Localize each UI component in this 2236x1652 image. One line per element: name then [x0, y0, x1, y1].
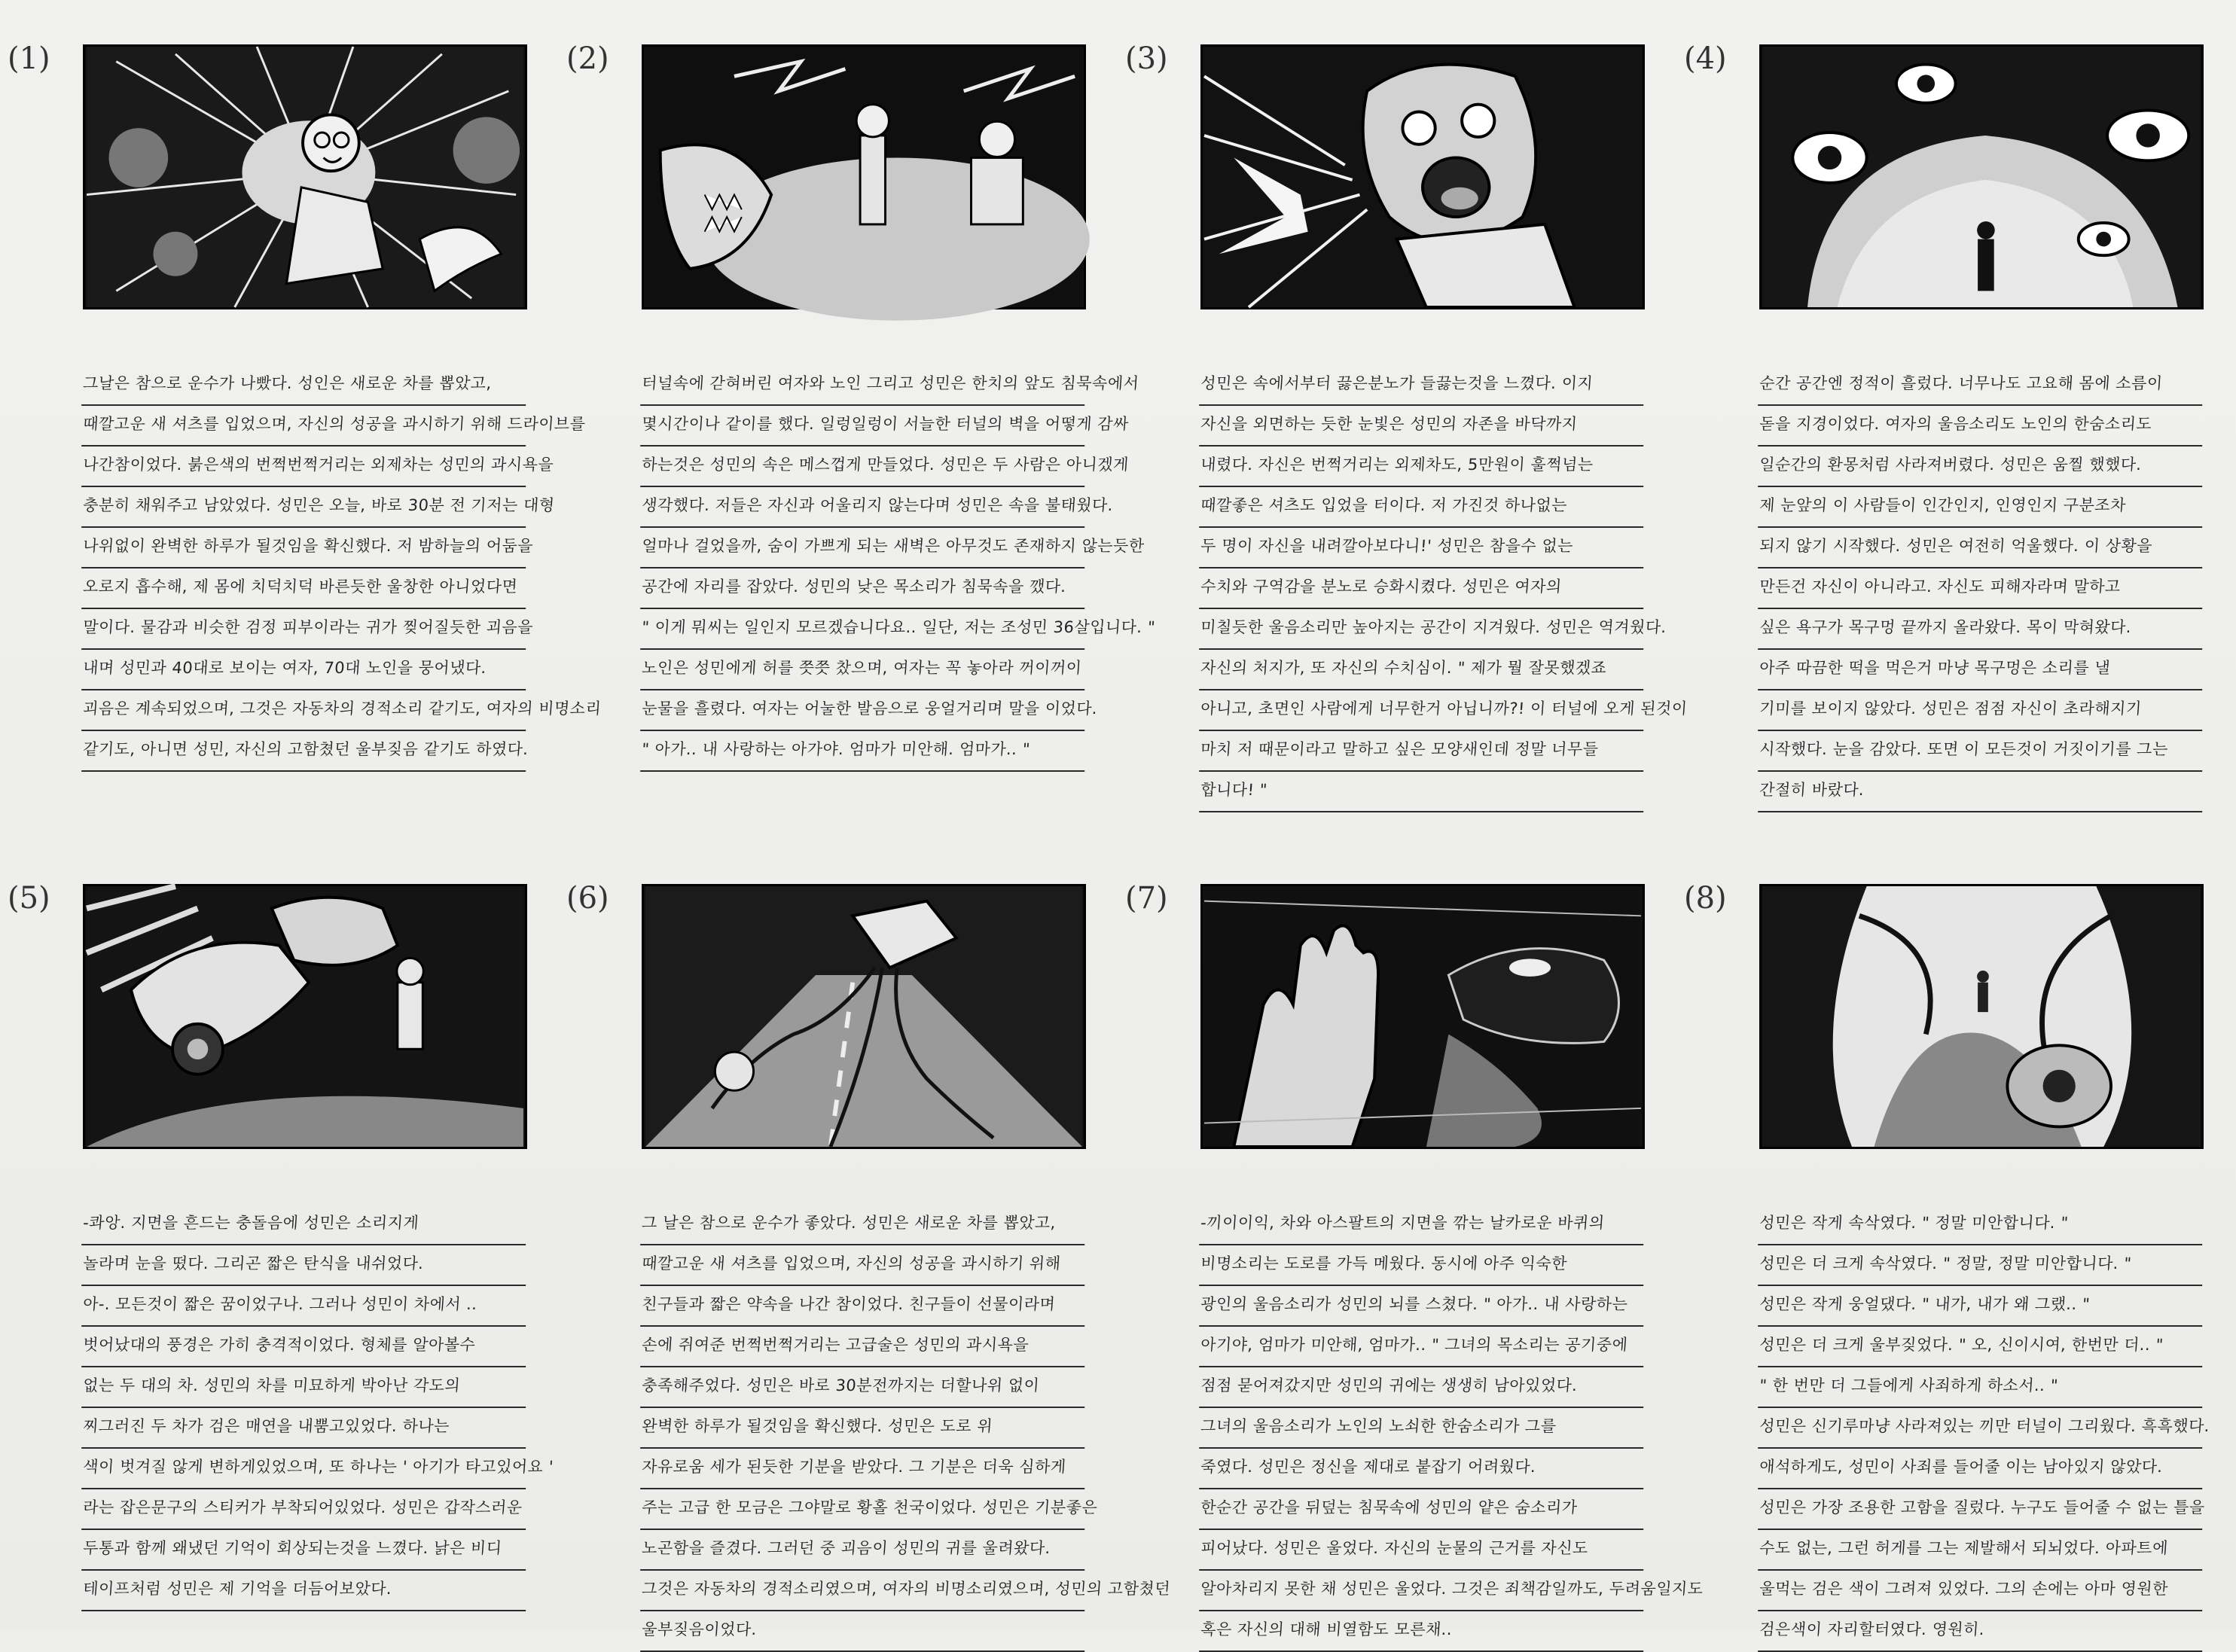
- narration-line: 오로지 흡수해, 제 몸에 치덕치덕 바른듯한 울창한 아니었다면: [81, 568, 529, 609]
- narration-line: 만든건 자신이 아니라고. 자신도 피해자라며 말하고: [1758, 568, 2205, 609]
- narration-line: 그녀의 울음소리가 노인의 노쇠한 한숨소리가 그를: [1199, 1408, 1646, 1449]
- narration-line: 기미를 보이지 않았다. 성민은 점점 자신이 초라해지기: [1758, 690, 2205, 731]
- narration-line: 생각했다. 저들은 자신과 어울리지 않는다며 성민은 속을 불태웠다.: [640, 487, 1087, 528]
- narration-line: 일순간의 환몽처럼 사라져버렸다. 성민은 움찔 했했다.: [1758, 447, 2205, 487]
- panel-illustration: [642, 44, 1086, 309]
- narration-line: 간절히 바랐다.: [1758, 772, 2205, 812]
- panel-number: (4): [1684, 41, 1727, 76]
- narration-line: 성민은 작게 속삭였다. " 정말 미안합니다. ": [1758, 1205, 2205, 1245]
- panel-illustration: [83, 44, 527, 309]
- panel-narration: [1759, 1205, 2210, 1652]
- narration-line: 혹은 자신의 대해 비열함도 모른채..: [1199, 1611, 1646, 1652]
- narration-line: 내며 성민과 40대로 보이는 여자, 70대 노인을 뭉어냈다.: [81, 650, 529, 690]
- narration-line: 시작했다. 눈을 감았다. 또면 이 모든것이 거짓이기를 그는: [1758, 731, 2205, 772]
- narration-line: 울먹는 검은 색이 그려져 있었다. 그의 손에는 아마 영원한: [1758, 1571, 2205, 1611]
- narration-line: 한순간 공간을 뒤덮는 침묵속에 성민의 얕은 숨소리가: [1199, 1489, 1646, 1530]
- panel-number: (3): [1125, 41, 1168, 76]
- narration-line: 합니다! ": [1199, 772, 1646, 812]
- panel-number: (2): [566, 41, 609, 76]
- narration-line: 하는것은 성민의 속은 메스껍게 만들었다. 성민은 두 사람은 아니겠게: [640, 447, 1087, 487]
- narration-line: 때깔좋은 셔츠도 입었을 터이다. 저 가진것 하나없는: [1199, 487, 1646, 528]
- narration-line: 자신의 처지가, 또 자신의 수치심이. " 제가 뭘 잘못했겠죠: [1199, 650, 1646, 690]
- narration-line: " 아가.. 내 사랑하는 아가야. 엄마가 미안해. 엄마가.. ": [640, 731, 1087, 772]
- narration-line: 말이다. 물감과 비슷한 검정 피부이라는 귀가 찢어질듯한 괴음을: [81, 609, 529, 650]
- narration-line: " 한 번만 더 그들에게 사죄하게 하소서.. ": [1758, 1367, 2205, 1408]
- narration-line: -콰앙. 지면을 흔드는 충돌음에 성민은 소리지게: [81, 1205, 529, 1245]
- panel-narration: [1200, 1205, 1704, 1652]
- road-collision-illustration: [644, 886, 1084, 1147]
- panel-illustration: [1759, 884, 2204, 1149]
- panel-illustration: [1759, 44, 2204, 309]
- narration-line: 두통과 함께 왜냈던 기억이 회상되는것을 느꼈다. 낡은 비디: [81, 1530, 529, 1571]
- hands-reaching-illustration: [1203, 886, 1643, 1147]
- narration-line: 그것은 자동차의 경적소리였으며, 여자의 비명소리였으며, 성민의 고함쳤던: [640, 1571, 1087, 1611]
- narration-line: 되지 않기 시작했다. 성민은 여전히 억울했다. 이 상황을: [1758, 528, 2205, 568]
- narration-line: 마치 저 때문이라고 말하고 싶은 모양새인데 정말 너무들: [1199, 731, 1646, 772]
- narration-line: 찌그러진 두 차가 검은 매연을 내뿜고있었다. 하나는: [81, 1408, 529, 1449]
- narration-line: 죽였다. 성민은 정신을 제대로 붙잡기 어려웠다.: [1199, 1449, 1646, 1489]
- narration-line: 노인은 성민에게 허를 쯧쯧 찼으며, 여자는 꼭 놓아라 꺼이꺼이: [640, 650, 1087, 690]
- panel-illustration: [1200, 44, 1645, 309]
- narration-line: 때깔고운 새 셔츠를 입었으며, 자신의 성공을 과시하기 위해: [640, 1245, 1087, 1286]
- narration-line: 때깔고운 새 셔츠를 입었으며, 자신의 성공을 과시하기 위해 드라이브를: [81, 406, 529, 447]
- panel-number: (1): [8, 41, 50, 76]
- narration-line: 몇시간이나 같이를 했다. 일렁일렁이 서늘한 터널의 벽을 어떻게 감싸: [640, 406, 1087, 447]
- narration-line: 점점 묻어져갔지만 성민의 귀에는 생생히 남아있었다.: [1199, 1367, 1646, 1408]
- narration-line: 테이프처럼 성민은 제 기억을 더듬어보았다.: [81, 1571, 529, 1611]
- narration-line: 성민은 가장 조용한 고함을 질렀다. 누구도 들어줄 수 없는 틀을: [1758, 1489, 2205, 1530]
- overturned-cars-illustration: [85, 886, 525, 1147]
- narration-line: 같기도, 아니면 성민, 자신의 고함쳤던 울부짖음 같기도 하였다.: [81, 731, 529, 772]
- narration-line: 없는 두 대의 차. 성민의 차를 미묘하게 박아난 각도의: [81, 1367, 529, 1408]
- narration-line: 충족해주었다. 성민은 바로 30분전까지는 더할나위 없이: [640, 1367, 1087, 1408]
- narration-line: 성민은 더 크게 울부짖었다. " 오, 신이시여, 한번만 더.. ": [1758, 1327, 2205, 1367]
- narration-line: 공간에 자리를 잡았다. 성민의 낮은 목소리가 침묵속을 깼다.: [640, 568, 1087, 609]
- crash-explosion-illustration: [85, 47, 525, 307]
- panel-number: (8): [1684, 881, 1727, 916]
- narration-line: 성민은 작게 웅얼댔다. " 내가, 내가 왜 그랬.. ": [1758, 1286, 2205, 1327]
- panel-number: (5): [8, 881, 50, 916]
- narration-line: 아니고, 초면인 사람에게 너무한거 아닙니까?! 이 터널에 오게 된것이: [1199, 690, 1646, 731]
- narration-line: " 이게 뭐씨는 일인지 모르겠습니다요.. 일단, 저는 조성민 36살입니다. ": [640, 609, 1087, 650]
- narration-line: 완벽한 하루가 될것임을 확신했다. 성민은 도로 위: [640, 1408, 1087, 1449]
- narration-line: 아주 따끔한 떡을 먹은거 마냥 목구멍은 소리를 낼: [1758, 650, 2205, 690]
- narration-line: 수치와 구역감을 분노로 승화시켰다. 성민은 여자의: [1199, 568, 1646, 609]
- narration-line: 나간참이었다. 붉은색의 번쩍번쩍거리는 외제차는 성민의 과시욕을: [81, 447, 529, 487]
- narration-line: 내렸다. 자신은 번쩍거리는 외제차도, 5만원이 훌쩍넘는: [1199, 447, 1646, 487]
- narration-line: 피어났다. 성민은 울었다. 자신의 눈물의 근거를 자신도: [1199, 1530, 1646, 1571]
- narration-line: 터널속에 갇혀버린 여자와 노인 그리고 성민은 한치의 앞도 침묵속에서: [640, 365, 1087, 406]
- panel-number: (7): [1125, 881, 1168, 916]
- narration-line: 노곤함을 즐겼다. 그러던 중 괴음이 성민의 귀를 울려왔다.: [640, 1530, 1087, 1571]
- narration-line: 광인의 울음소리가 성민의 뇌를 스쳤다. " 아가.. 내 사랑하는: [1199, 1286, 1646, 1327]
- monster-dark-illustration: [644, 47, 1084, 307]
- narration-line: 얼마나 걸었을까, 숨이 가쁘게 되는 새벽은 아무것도 존재하지 않는듯한: [640, 528, 1087, 568]
- narration-line: 놀라며 눈을 떴다. 그리곤 짧은 탄식을 내쉬었다.: [81, 1245, 529, 1286]
- narration-line: 손에 쥐여준 번쩍번쩍거리는 고급술은 성민의 과시욕을: [640, 1327, 1087, 1367]
- panel-narration: [641, 365, 1156, 772]
- narration-line: -끼이이익, 차와 아스팔트의 지면을 깎는 날카로운 바퀴의: [1199, 1205, 1646, 1245]
- narration-line: 애석하게도, 성민이 사죄를 들어줄 이는 남아있지 않았다.: [1758, 1449, 2205, 1489]
- narration-line: 성민은 속에서부터 끓은분노가 들끓는것을 느꼈다. 이지: [1199, 365, 1646, 406]
- narration-line: 울부짖음이었다.: [640, 1611, 1087, 1652]
- narration-line: 비명소리는 도로를 가득 메웠다. 동시에 아주 익숙한: [1199, 1245, 1646, 1286]
- narration-line: 충분히 채워주고 남았었다. 성민은 오늘, 바로 30분 전 기저는 대형: [81, 487, 529, 528]
- panel-narration: [82, 1205, 554, 1611]
- narration-line: 제 눈앞의 이 사람들이 인간인지, 인영인지 구분조차: [1758, 487, 2205, 528]
- crouching-figure-illustration: [1762, 886, 2201, 1147]
- narration-line: 돋을 지경이었다. 여자의 울음소리도 노인의 한숨소리도: [1758, 406, 2205, 447]
- panel-illustration: [83, 884, 527, 1149]
- narration-line: 아-. 모든것이 짧은 꿈이었구나. 그러나 성민이 차에서 ..: [81, 1286, 529, 1327]
- narration-line: 미칠듯한 울음소리만 높아지는 공간이 지겨웠다. 성민은 역겨웠다.: [1199, 609, 1646, 650]
- narration-line: 나위없이 완벽한 하루가 될것임을 확신했다. 저 밤하늘의 어둠을: [81, 528, 529, 568]
- narration-line: 알아차리지 못한 채 성민은 울었다. 그것은 죄책감일까도, 두려움일지도: [1199, 1571, 1646, 1611]
- narration-line: 눈물을 흘렸다. 여자는 어눌한 발음으로 웅얼거리며 말을 이었다.: [640, 690, 1087, 731]
- narration-line: 라는 잡은문구의 스티커가 부착되어있었다. 성민은 갑작스러운: [81, 1489, 529, 1530]
- narration-line: 그날은 참으로 운수가 나빴다. 성인은 새로운 차를 뽑았고,: [81, 365, 529, 406]
- panel-illustration: [1200, 884, 1645, 1149]
- eyes-cave-illustration: [1762, 47, 2201, 307]
- narration-line: 벗어났대의 풍경은 가히 충격적이었다. 형체를 알아볼수: [81, 1327, 529, 1367]
- narration-line: 아기야, 엄마가 미안해, 엄마가.. " 그녀의 목소리는 공기중에: [1199, 1327, 1646, 1367]
- panel-narration: [1759, 365, 2204, 812]
- narration-line: 성민은 신기루마냥 사라져있는 끼만 터널이 그리웠다. 흑흑했다.: [1758, 1408, 2205, 1449]
- panel-number: (6): [566, 881, 609, 916]
- narration-line: 자신을 외면하는 듯한 눈빛은 성민의 자존을 바닥까지: [1199, 406, 1646, 447]
- narration-line: 싶은 욕구가 목구멍 끝까지 올라왔다. 목이 막혀왔다.: [1758, 609, 2205, 650]
- narration-line: 자유로움 세가 된듯한 기분을 받았다. 그 기분은 더욱 심하게: [640, 1449, 1087, 1489]
- narration-line: 순간 공간엔 정적이 흘렀다. 너무나도 고요해 몸에 소름이: [1758, 365, 2205, 406]
- panel-narration: [82, 365, 602, 772]
- narration-line: 수도 없는, 그런 허게를 그는 제발해서 되뇌었다. 아파트에: [1758, 1530, 2205, 1571]
- screaming-man-illustration: [1203, 47, 1643, 307]
- panel-narration: [1200, 365, 1688, 812]
- narration-line: 두 명이 자신을 내려깔아보다니!' 성민은 참을수 없는: [1199, 528, 1646, 568]
- panel-narration: [641, 1205, 1171, 1652]
- narration-line: 그 날은 참으로 운수가 좋았다. 성민은 새로운 차를 뽑았고,: [640, 1205, 1087, 1245]
- narration-line: 성민은 더 크게 속삭였다. " 정말, 정말 미안합니다. ": [1758, 1245, 2205, 1286]
- narration-line: 주는 고급 한 모금은 그야말로 황홀 천국이었다. 성민은 기분좋은: [640, 1489, 1087, 1530]
- panel-illustration: [642, 884, 1086, 1149]
- narration-line: 검은색이 자리할터였다. 영원히.: [1758, 1611, 2205, 1652]
- narration-line: 친구들과 짧은 약속을 나간 참이었다. 친구들이 선물이라며: [640, 1286, 1087, 1327]
- narration-line: 괴음은 계속되었으며, 그것은 자동차의 경적소리 같기도, 여자의 비명소리: [81, 690, 529, 731]
- narration-line: 색이 벗겨질 않게 변하게있었으며, 또 하나는 ' 아기가 타고있어요 ': [81, 1449, 529, 1489]
